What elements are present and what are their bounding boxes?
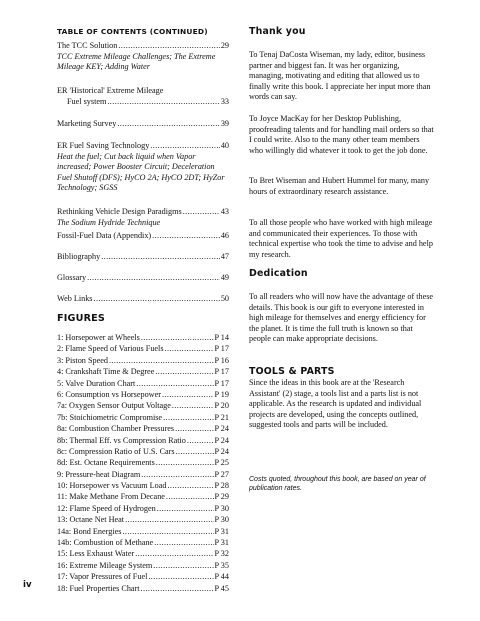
figure-label: 10: Horsepower vs Vacuum Load xyxy=(57,481,167,491)
figure-label: 18: Fuel Properties Chart xyxy=(57,583,140,593)
figure-label: 15: Less Exhaust Water xyxy=(57,549,135,559)
toc-entry-title: ER 'Historical' Extreme Mileage xyxy=(57,86,164,95)
toc-entry-title: Web Links xyxy=(57,294,93,303)
figure-label: 16: Extreme Mileage System xyxy=(57,560,153,570)
figure-page: P 21 xyxy=(214,412,229,422)
toc-entry xyxy=(57,207,229,228)
figure-label: 6: Consumption vs Horsepower xyxy=(57,389,161,399)
toc-entry-subtitle: TCC Extreme Mileage Challenges; The Extreme Mileage KEY; Adding Water xyxy=(57,51,216,72)
figure-item xyxy=(57,480,229,491)
figure-item xyxy=(57,435,229,446)
figure-label: 7a: Oxygen Sensor Output Voltage xyxy=(57,401,171,411)
figure-label: 1: Horsepower at Wheels xyxy=(57,333,140,342)
figure-label: 11: Make Methane From Decane xyxy=(57,492,165,502)
toc-entry-title: Fossil-Fuel Data (Appendix) xyxy=(57,231,152,240)
figures-list xyxy=(57,332,229,594)
toc-entry-page: 49 xyxy=(220,273,229,282)
toc-entry-page: 46 xyxy=(220,231,229,240)
figure-item xyxy=(57,412,229,423)
toc-entry-title: Bibliography xyxy=(57,252,101,261)
toc-entry-title: Glossary xyxy=(57,273,87,282)
toc-entry-page: 43 xyxy=(220,207,229,216)
toc-entry-subtitle: The Sodium Hydride Technique xyxy=(57,217,161,227)
figure-item xyxy=(57,469,229,480)
thank-you-paragraph: To Tenaj DaCosta Wiseman, my lady, editor, business partner and biggest fan. It was her organizing, managing, motivating and editing that allowed us to finally write this book. I appreciate her input more than words can say. xyxy=(249,50,431,102)
toc-entry-title: The TCC Solution xyxy=(57,41,118,50)
toc-entry-subtitle: Heat the fuel; Cut back liquid when Vapor increased; Power Booster Circuit; Deceleration Fuel Shutoff (DFS); HyCO 2A; HyCO 2DT; HyZor Technology; SGSS xyxy=(57,151,225,193)
toc-entry xyxy=(57,294,229,305)
figure-page: P 29 xyxy=(214,492,229,502)
toc-entry-page: 40 xyxy=(220,141,229,150)
figure-page: P 28 xyxy=(214,481,229,491)
dedication-heading: Dedication xyxy=(249,268,308,279)
figure-page: P 17 xyxy=(214,344,229,354)
figure-label: 8a: Combustion Chamber Pressures xyxy=(57,424,175,434)
figure-item xyxy=(57,537,229,548)
figure-item xyxy=(57,378,229,389)
figure-item xyxy=(57,548,229,559)
figure-page: P 32 xyxy=(214,549,229,559)
toc-entry xyxy=(57,86,229,107)
toc-entry-title: Rethinking Vehicle Design Paradigms xyxy=(57,207,182,216)
toc-entry xyxy=(57,141,229,194)
toc-entry-title-continued: Fuel system xyxy=(67,96,107,106)
page-number: iv xyxy=(23,580,32,590)
tools-parts-heading: TOOLS & PARTS xyxy=(249,366,335,377)
figure-page: P 25 xyxy=(214,458,229,468)
figure-page: P 17 xyxy=(214,378,229,388)
figure-label: 9: Pressure-heat Diagram xyxy=(57,469,141,479)
figure-label: 8d: Est. Octane Requirements xyxy=(57,458,155,468)
figure-page: P 14 xyxy=(214,333,229,342)
figure-item xyxy=(57,560,229,571)
figure-item xyxy=(57,491,229,502)
figure-item xyxy=(57,583,229,594)
figure-page: P 31 xyxy=(214,538,229,548)
figure-page: P 35 xyxy=(214,560,229,570)
figure-page: P 44 xyxy=(214,572,229,582)
toc-entry xyxy=(57,231,229,242)
toc-entry-title: Marketing Survey xyxy=(57,119,117,128)
figure-page: P 27 xyxy=(214,469,229,479)
figure-item xyxy=(57,400,229,411)
figure-page: P 17 xyxy=(214,367,229,377)
figure-page: P 30 xyxy=(214,503,229,513)
toc-entry xyxy=(57,273,229,284)
figure-label: 13: Octane Net Heat xyxy=(57,515,125,525)
thank-you-paragraph: To all those people who have worked with high mileage and communicated their experiences. To those with technical expertise who took the time to advise and help my research. xyxy=(249,218,433,259)
figure-item xyxy=(57,571,229,582)
toc-entry-page: 29 xyxy=(220,41,229,50)
figure-label: 5: Valve Duration Chart xyxy=(57,378,136,388)
figure-item xyxy=(57,332,229,343)
toc-entry-page: 33 xyxy=(220,96,229,106)
toc-entry-page: 39 xyxy=(220,119,229,128)
figure-page: P 30 xyxy=(214,515,229,525)
toc-heading: TABLE OF CONTENTS (CONTINUED) xyxy=(57,27,208,36)
cost-note: Costs quoted, throughout this book, are based on year of publication rates. xyxy=(249,476,426,493)
figure-label: 8b: Thermal Eff. vs Compression Ratio xyxy=(57,435,186,445)
toc-entry-title: ER Fuel Saving Technology xyxy=(57,141,150,150)
figure-page: P 16 xyxy=(214,355,229,365)
figure-item xyxy=(57,389,229,400)
figures-heading: FIGURES xyxy=(57,313,106,324)
toc-entry xyxy=(57,252,229,263)
figure-label: 3: Piston Speed xyxy=(57,355,108,365)
toc-entry xyxy=(57,119,229,130)
figure-label: 14a: Bond Energies xyxy=(57,526,122,536)
figure-item xyxy=(57,503,229,514)
figure-page: P 24 xyxy=(214,446,229,456)
figure-label: 2: Flame Speed of Various Fuels xyxy=(57,344,164,354)
figure-page: P 31 xyxy=(214,526,229,536)
figure-item xyxy=(57,366,229,377)
figure-page: P 45 xyxy=(214,583,229,593)
thank-you-paragraph: To Joyce MacKay for her Desktop Publishing, proofreading talents and for handling mail orders so that I could write. Also to the many other team members who willingly did whatever it took to get the job done. xyxy=(249,114,434,155)
figure-item xyxy=(57,514,229,525)
figure-label: 8c: Compression Ratio of U.S. Cars xyxy=(57,446,175,456)
figure-label: 7b: Stoichiometric Compromise xyxy=(57,412,163,422)
figure-item xyxy=(57,457,229,468)
figure-item xyxy=(57,526,229,537)
figure-item xyxy=(57,423,229,434)
figure-page: P 19 xyxy=(214,389,229,399)
thank-you-paragraph: To Bret Wiseman and Hubert Hummel for many, many hours of extraordinary research assistance. xyxy=(249,176,430,196)
thank-you-heading: Thank you xyxy=(249,26,306,37)
figure-page: P 24 xyxy=(214,424,229,434)
figure-label: 4: Crankshaft Time & Degree xyxy=(57,367,155,377)
tools-parts-paragraph: Since the ideas in this book are at the 'Research Assistant' (2) stage, a tools list and a parts list is not applicable. As the research is updated and individual projects are developed, using the concepts outlined, suggested tools and parts will be included. xyxy=(249,378,422,430)
dedication-paragraph: To all readers who will now have the advantage of these details. This book is our gift to everyone interested in high mileage for themselves and energy efficiency for the planet. It is time the full truth is known so that people can make appropriate decisions. xyxy=(249,292,434,344)
toc-entry xyxy=(57,41,229,73)
toc-entry-page: 50 xyxy=(220,294,229,303)
figure-item xyxy=(57,355,229,366)
figure-page: P 24 xyxy=(214,435,229,445)
figure-label: 14b: Combustion of Methane xyxy=(57,538,154,548)
figure-item xyxy=(57,343,229,354)
toc-entry-page: 47 xyxy=(220,252,229,261)
figure-label: 17: Vapor Pressures of Fuel xyxy=(57,572,148,582)
figure-label: 12: Flame Speed of Hydrogen xyxy=(57,503,156,513)
figure-page: P 20 xyxy=(214,401,229,411)
figure-item xyxy=(57,446,229,457)
